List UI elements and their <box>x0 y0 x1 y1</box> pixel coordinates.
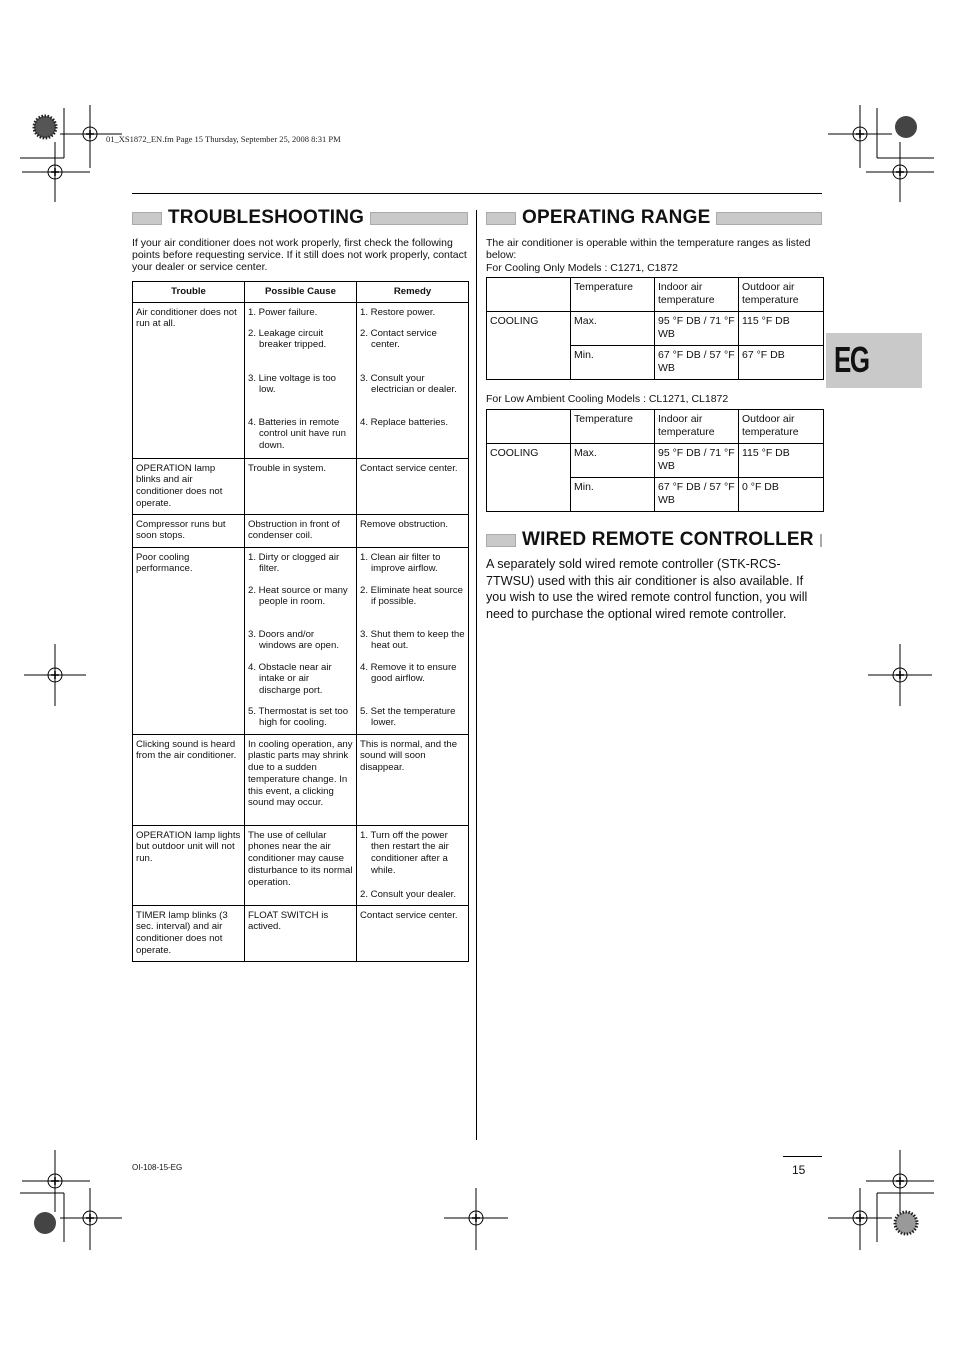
table-row <box>133 302 469 458</box>
cause-cell: Trouble in system. <box>245 458 357 514</box>
header-indoor: Indoor air temperature <box>655 410 739 444</box>
trouble-cell: Compressor runs but soon stops. <box>133 514 245 547</box>
remedy-cell: Contact service center. <box>357 458 469 514</box>
header-possible-cause: Possible Cause <box>245 282 357 303</box>
document-code: OI-108-15-EG <box>132 1163 183 1172</box>
remedy-item: 2. Consult your dealer. <box>360 888 456 900</box>
table-row <box>133 547 469 734</box>
troubleshooting-intro: If your air conditioner does not work properly, first check the following points before requesting service. If it still does not work properly, contact your dealer or service center. <box>132 237 467 273</box>
max-outdoor: 115 °F DB <box>739 312 824 346</box>
wired-remote-title: WIRED REMOTE CONTROLLER <box>522 529 814 550</box>
operating-range-table-2 <box>486 409 824 512</box>
wired-remote-body: A separately sold wired remote controller (STK-RCS-7TWSU) used with this air conditioner is also available. If you wish to use the wired remote control function, you will need to purchase the optional wired remote controller. <box>486 557 808 621</box>
page-number-rule <box>783 1156 822 1157</box>
table-row <box>487 444 824 478</box>
max-indoor: 95 °F DB / 71 °F WB <box>655 444 739 478</box>
remedy-item: 2. Eliminate heat source if possible. <box>360 584 463 608</box>
page-number: 15 <box>792 1163 806 1177</box>
cause-item: 5. Thermostat is set too high for cooling. <box>248 705 349 729</box>
trouble-cell: Air conditioner does not run at all. <box>133 302 245 458</box>
cause-item: 1. Dirty or clogged air filter. <box>248 551 340 575</box>
heading-bar-right <box>716 212 822 225</box>
table-header-row <box>133 282 469 303</box>
header-indoor: Indoor air temperature <box>655 278 739 312</box>
max-indoor: 95 °F DB / 71 °F WB <box>655 312 739 346</box>
cause-cell: The use of cellular phones near the air conditioner may cause disturbance to its normal operation. <box>245 825 357 905</box>
language-tab <box>826 333 922 388</box>
remedy-item: 2. Contact service center. <box>360 327 437 351</box>
remedy-item: 1. Restore power. <box>360 306 436 318</box>
remedy-cell <box>357 302 469 458</box>
header-outdoor: Outdoor air temperature <box>739 410 824 444</box>
table-header-row <box>487 278 824 312</box>
file-header: 01_XS1872_EN.fm Page 15 Thursday, September 25, 2008 8:31 PM <box>106 134 341 144</box>
cause-item: 4. Batteries in remote control unit have run down. <box>248 416 346 452</box>
remedy-cell: Contact service center. <box>357 905 469 961</box>
table-row <box>487 312 824 346</box>
column-divider <box>476 210 477 1140</box>
cause-item: 3. Line voltage is too low. <box>248 372 337 396</box>
cause-cell <box>245 547 357 734</box>
operating-range-intro: The air conditioner is operable within the temperature ranges as listed below: <box>486 237 811 261</box>
table1-label: For Cooling Only Models : C1271, C1872 <box>486 262 679 274</box>
table-row <box>133 734 469 825</box>
max-label: Max. <box>571 312 655 346</box>
cause-cell <box>245 302 357 458</box>
operating-range-heading <box>486 209 822 227</box>
heading-bar-right <box>370 212 468 225</box>
header-rule <box>132 193 822 194</box>
cause-item: 2. Heat source or many people in room. <box>248 584 348 608</box>
table2-label: For Low Ambient Cooling Models : CL1271, CL1872 <box>486 393 729 405</box>
trouble-cell: TIMER lamp blinks (3 sec. interval) and air conditioner does not operate. <box>133 905 245 961</box>
max-label: Max. <box>571 444 655 478</box>
trouble-cell: Clicking sound is heard from the air conditioner. <box>133 734 245 825</box>
mode-cell: COOLING <box>487 312 571 380</box>
wired-remote-heading <box>486 531 822 549</box>
header-outdoor: Outdoor air temperature <box>739 278 824 312</box>
cause-cell: In cooling operation, any plastic parts may shrink due to a sudden temperature change. In this event, a clicking sound may occur. <box>245 734 357 825</box>
min-outdoor: 67 °F DB <box>739 346 824 380</box>
table-row <box>133 514 469 547</box>
operating-range-title: OPERATING RANGE <box>522 207 711 228</box>
remedy-item: 1. Clean air filter to improve airflow. <box>360 551 441 575</box>
mode-cell: COOLING <box>487 444 571 512</box>
table-row <box>133 458 469 514</box>
remedy-cell: Remove obstruction. <box>357 514 469 547</box>
trouble-cell: OPERATION lamp lights but outdoor unit will not run. <box>133 825 245 905</box>
cause-item: 3. Doors and/or windows are open. <box>248 628 339 652</box>
remedy-item: 4. Remove it to ensure good airflow. <box>360 661 457 685</box>
troubleshooting-table <box>132 281 469 962</box>
remedy-item: 4. Replace batteries. <box>360 416 448 428</box>
remedy-item: 5. Set the temperature lower. <box>360 705 456 729</box>
remedy-item: 3. Consult your electrician or dealer. <box>360 372 457 396</box>
table-row <box>133 825 469 905</box>
header-temperature: Temperature <box>571 278 655 312</box>
heading-bar-right <box>820 534 822 547</box>
heading-bar-left <box>132 212 162 225</box>
header-trouble: Trouble <box>133 282 245 303</box>
min-label: Min. <box>571 478 655 512</box>
heading-bar-left <box>486 212 516 225</box>
table-row <box>133 905 469 961</box>
language-tab-label: EG <box>834 339 869 380</box>
remedy-cell <box>357 547 469 734</box>
remedy-cell <box>357 825 469 905</box>
cause-item: 2. Leakage circuit breaker tripped. <box>248 327 327 351</box>
min-outdoor: 0 °F DB <box>739 478 824 512</box>
cause-item: 4. Obstacle near air intake or air discharge port. <box>248 661 332 697</box>
header-remedy: Remedy <box>357 282 469 303</box>
cause-cell: Obstruction in front of condenser coil. <box>245 514 357 547</box>
min-label: Min. <box>571 346 655 380</box>
empty-cell <box>487 278 571 312</box>
remedy-cell: This is normal, and the sound will soon disappear. <box>357 734 469 825</box>
empty-cell <box>487 410 571 444</box>
max-outdoor: 115 °F DB <box>739 444 824 478</box>
heading-bar-left <box>486 534 516 547</box>
min-indoor: 67 °F DB / 57 °F WB <box>655 478 739 512</box>
troubleshooting-title: TROUBLESHOOTING <box>168 207 365 228</box>
cause-item: 1. Power failure. <box>248 306 318 318</box>
trouble-cell: Poor cooling performance. <box>133 547 245 734</box>
min-indoor: 67 °F DB / 57 °F WB <box>655 346 739 380</box>
trouble-cell: OPERATION lamp blinks and air conditioner does not operate. <box>133 458 245 514</box>
table-header-row <box>487 410 824 444</box>
cause-cell: FLOAT SWITCH is actived. <box>245 905 357 961</box>
remedy-item: 1. Turn off the power then restart the air conditioner after a while. <box>360 829 449 876</box>
remedy-item: 3. Shut them to keep the heat out. <box>360 628 465 652</box>
troubleshooting-heading <box>132 209 468 227</box>
header-temperature: Temperature <box>571 410 655 444</box>
operating-range-table-1 <box>486 277 824 380</box>
